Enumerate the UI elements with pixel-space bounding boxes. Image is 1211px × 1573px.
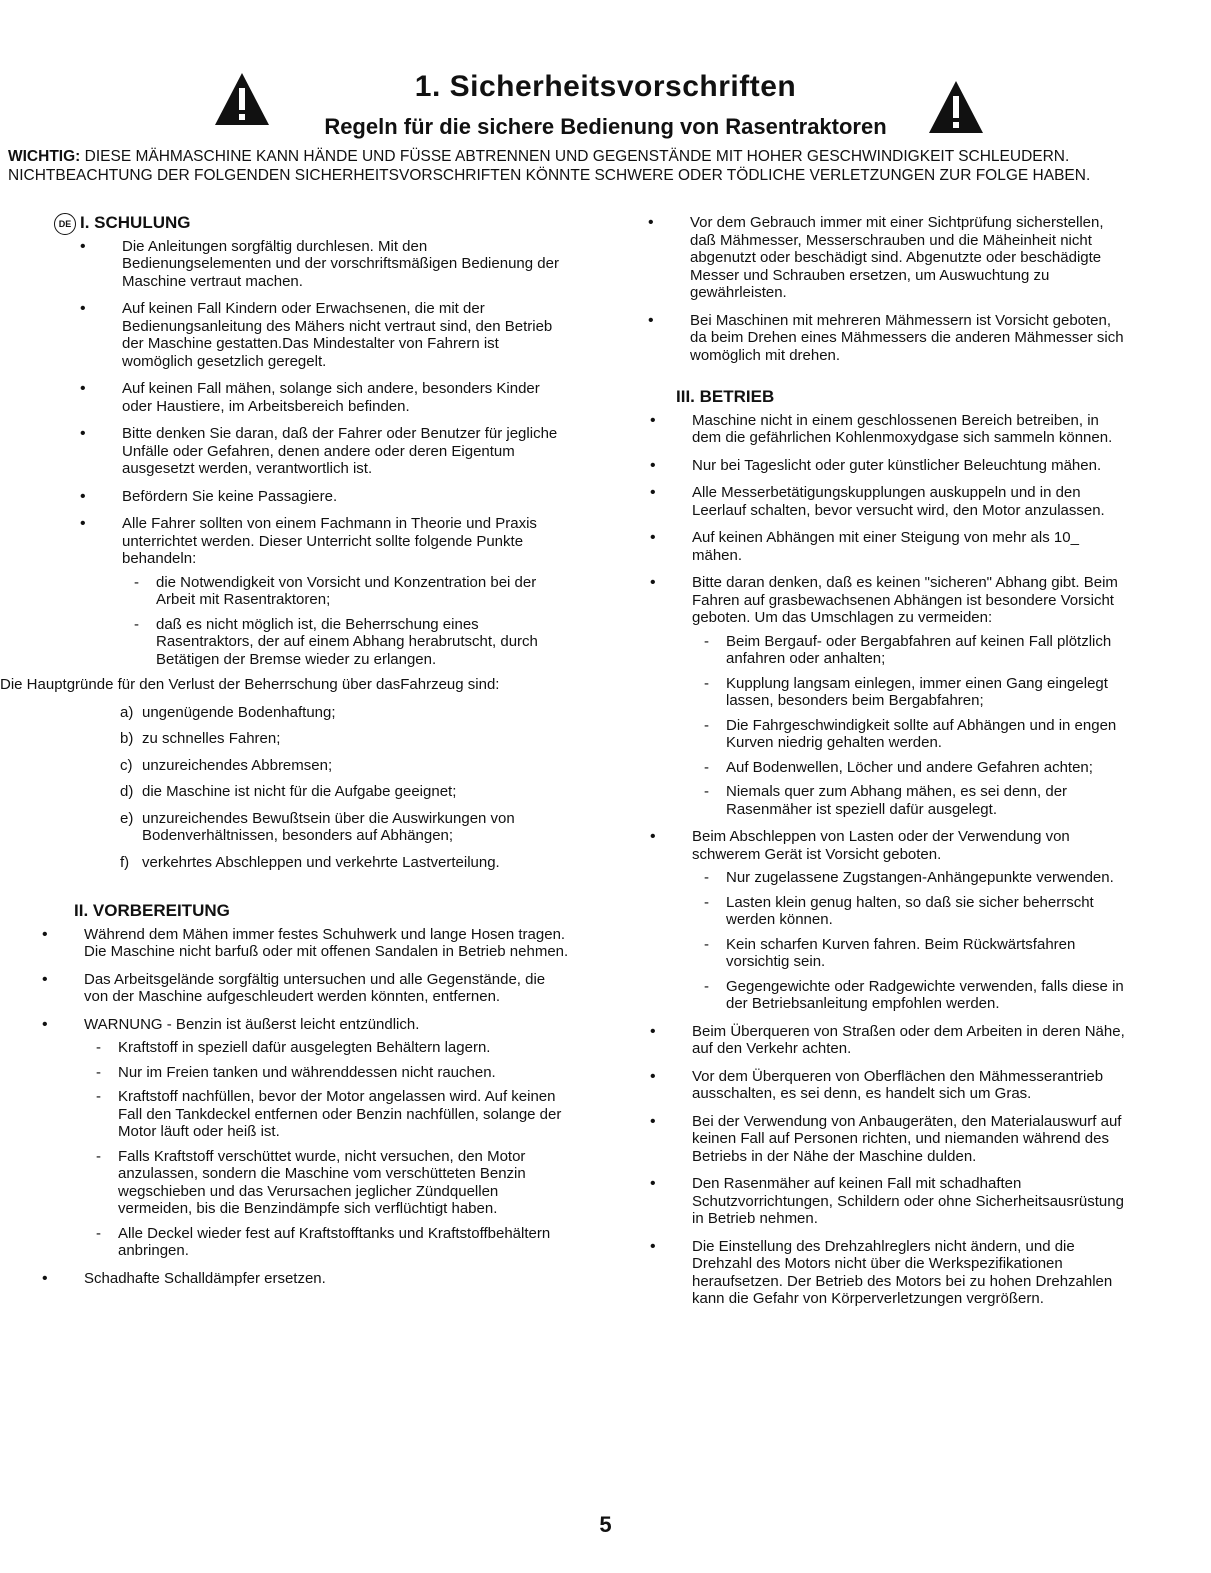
list-item: • Beim Abschleppen von Lasten oder der Verwendung von schwerem Gerät ist Vorsicht geboten. - Nur zugelassene Zugstangen-Anhängepunkte verwenden. - Lasten klein genug halten, so daß sie sicher beherrscht werden können. - Kein scharfen Kurven fahren. Beim Rückwärtsfahren vorsichtig sein. - Gegengewichte oder Radgewichte verwenden, falls diese in der Betriebsanleitung empfohlen werden. <box>650 828 1125 1013</box>
inspection-list <box>648 214 1125 364</box>
sub-list-item: - Gegengewichte oder Radgewichte verwenden, falls diese in der Betriebsanleitung empfohlen werden. <box>692 978 1125 1013</box>
reasons-list <box>120 704 570 872</box>
sub-list-item: - Nur im Freien tanken und währenddessen nicht rauchen. <box>84 1064 570 1082</box>
section-heading-betrieb: III. BETRIEB <box>676 387 775 406</box>
sub-list-item: - Die Fahrgeschwindigkeit sollte auf Abhängen und in engen Kurven niedrig gehalten werden. <box>692 717 1125 752</box>
tow-sublist <box>692 869 1125 1013</box>
sub-list-item: - Falls Kraftstoff verschüttet wurde, nicht versuchen, den Motor anzulassen, sondern die Maschine vom verschütteten Benzin wegschieben und das Verursachen jeglicher Zündquellen vermeiden, bis die Benzindämpfe sich verflüchtigt haben. <box>84 1148 570 1218</box>
list-item: • Befördern Sie keine Passagiere. <box>80 488 570 506</box>
list-item: • Alle Messerbetätigungskupplungen auskuppeln und in den Leerlauf schalten, bevor versucht wird, den Motor anzulassen. <box>650 484 1125 519</box>
sub-list-item: - Kupplung langsam einlegen, immer einen Gang eingelegt lassen, besonders beim Bergabfahren; <box>692 675 1125 710</box>
list-item: • Alle Fahrer sollten von einem Fachmann in Theorie und Praxis unterrichtet werden. Dieser Unterricht sollte folgende Punkte behandeln: - die Notwendigkeit von Vorsicht und Konzentration bei der Arbeit mit Rasentraktoren; - daß es nicht möglich ist, die Beherrschung eines Rasentraktors, der auf einem Abhang herabrutscht, durch Betätigen der Bremse wieder zu erlangen. <box>80 515 570 668</box>
list-item: • Das Arbeitsgelände sorgfältig untersuchen und alle Gegenstände, die von der Maschine aufgeschleudert werden könnten, entfernen. <box>42 971 570 1006</box>
vorbereitung-sublist <box>84 1039 570 1260</box>
list-item: • Schadhafte Schalldämpfer ersetzen. <box>42 1270 570 1288</box>
important-label: WICHTIG: <box>8 148 81 165</box>
important-warning <box>8 147 1198 185</box>
vorbereitung-list <box>42 926 570 1288</box>
page-number: 5 <box>599 1512 612 1537</box>
schulung-list <box>80 238 570 669</box>
sub-list-item: - Kraftstoff in speziell dafür ausgelegten Behältern lagern. <box>84 1039 570 1057</box>
list-item: • Die Einstellung des Drehzahlreglers nicht ändern, und die Drehzahl des Motors nicht über die Werkspezifikationen heraufsetzen. Der Betrieb des Motors bei zu hohen Drehzahlen kann die Gefahr von Körperverletzungen vergrößern. <box>650 1238 1125 1308</box>
list-item: • Beim Überqueren von Straßen oder dem Arbeiten in deren Nähe, auf den Verkehr achten. <box>650 1023 1125 1058</box>
sub-list-item: - Niemals quer zum Abhang mähen, es sei denn, der Rasenmäher ist speziell dafür ausgelegt. <box>692 783 1125 818</box>
schulung-sublist <box>122 574 570 669</box>
reason-item: b) zu schnelles Fahren; <box>120 730 281 747</box>
sub-list-item: - Beim Bergauf- oder Bergabfahren auf keinen Fall plötzlich anfahren oder anhalten; <box>692 633 1125 668</box>
reason-item: d) die Maschine ist nicht für die Aufgabe geeignet; <box>120 783 457 800</box>
list-item: • Auf keinen Abhängen mit einer Steigung von mehr als 10_ mähen. <box>650 529 1125 564</box>
sub-list-item: - Kraftstoff nachfüllen, bevor der Motor angelassen wird. Auf keinen Fall den Tankdeckel entfernen oder Benzin nachfüllen, solange der Motor läuft oder heiß ist. <box>84 1088 570 1141</box>
list-item: • Vor dem Gebrauch immer mit einer Sichtprüfung sicherstellen, daß Mähmesser, Messerschrauben und die Mäheinheit nicht abgenutzt oder beschädigt sind. Abgenutzte oder beschädigte Messer und Schrauben ersetzen, um Auswuchtung zu gewährleisten. <box>648 214 1125 302</box>
list-item: • WARNUNG - Benzin ist äußerst leicht entzündlich. - Kraftstoff in speziell dafür ausgelegten Behältern lagern. - Nur im Freien tanken und währenddessen nicht rauchen. - Kraftstoff nachfüllen, bevor der Motor angelassen wird. Auf keinen Fall den Tankdeckel entfernen oder Benzin nachfüllen, solange der Motor läuft oder heiß ist. - Falls Kraftstoff verschüttet wurde, nicht versuchen, den Motor anzulassen, sondern die Maschine vom verschütteten Benzin wegschieben und das Verursachen jeglicher Zündquellen vermeiden, bis die Benzindämpfe sich verflüchtigt haben. - Alle Deckel wieder fest auf Kraftstofftanks und Kraftstoffbehältern anbringen. <box>42 1016 570 1260</box>
paragraph: Die Hauptgründe für den Verlust der Beherrschung über dasFahrzeug sind: <box>0 676 500 693</box>
sub-list-item: - Lasten klein genug halten, so daß sie sicher beherrscht werden können. <box>692 894 1125 929</box>
list-item: • Bei Maschinen mit mehreren Mähmessern ist Vorsicht geboten, da beim Drehen eines Mähmessers die anderen Mähmesser sich womöglich mit drehen. <box>648 312 1125 365</box>
sub-list-item: - Nur zugelassene Zugstangen-Anhängepunkte verwenden. <box>692 869 1125 887</box>
list-item: • Die Anleitungen sorgfältig durchlesen. Mit den Bedienungselementen und der vorschriftsmäßigen Bedienung der Maschine vertraut machen. <box>80 238 570 291</box>
reason-item: a) ungenügende Bodenhaftung; <box>120 703 336 721</box>
list-item: • Maschine nicht in einem geschlossenen Bereich betreiben, in dem die gefährlichen Kohlenmoxydgase sich sammeln können. <box>650 412 1125 447</box>
reason-item: e) unzureichendes Bewußtsein über die Auswirkungen von Bodenverhältnissen, besonders auf Abhängen; <box>120 809 515 844</box>
list-item: • Auf keinen Fall mähen, solange sich andere, besonders Kinder oder Haustiere, im Arbeitsbereich befinden. <box>80 380 570 415</box>
list-item: • Auf keinen Fall Kindern oder Erwachsenen, die mit der Bedienungsanleitung des Mähers nicht vertraut sind, den Betrieb der Maschine gestatten.Das Mindestalter von Fahrern ist womöglich gesetzlich geregelt. <box>80 300 570 370</box>
sub-list-item: - Auf Bodenwellen, Löcher und andere Gefahren achten; <box>692 759 1125 777</box>
section-heading-schulung: DE I. SCHULUNG <box>80 214 570 232</box>
page-subtitle: Regeln für die sichere Bedienung von Rasentraktoren <box>324 114 887 139</box>
section-heading-vorbereitung: II. VORBEREITUNG <box>74 901 230 920</box>
important-text: DIESE MÄHMASCHINE KANN HÄNDE UND FÜSSE ABTRENNEN UND GEGENSTÄNDE MIT HOHER GESCHWINDIGKEIT SCHLEUDERN. NICHTBEACHTUNG DER FOLGENDEN SICHERHEITSVORSCHRIFTEN KÖNNTE SCHWERE ODER TÖDLICHE VERLETZUNGEN ZUR FOLGE HABEN. <box>8 148 1091 184</box>
reason-item: c) unzureichendes Abbremsen; <box>120 756 333 774</box>
list-item: • Bei der Verwendung von Anbaugeräten, den Materialauswurf auf keinen Fall auf Personen richten, und niemanden während des Betriebs in der Nähe der Maschine dulden. <box>650 1113 1125 1166</box>
list-item: • Bitte daran denken, daß es keinen "sicheren" Abhang gibt. Beim Fahren auf grasbewachsenen Abhängen ist besondere Vorsicht geboten. Um das Umschlagen zu vermeiden: - Beim Bergauf- oder Bergabfahren auf keinen Fall plötzlich anfahren oder anhalten; - Kupplung langsam einlegen, immer einen Gang eingelegt lassen, besonders beim Bergabfahren; - Die Fahrgeschwindigkeit sollte auf Abhängen und in engen Kurven niedrig gehalten werden. - Auf Bodenwellen, Löcher und andere Gefahren achten; - Niemals quer zum Abhang mähen, es sei denn, der Rasenmäher ist speziell dafür ausgelegt. <box>650 574 1125 818</box>
list-item: • Vor dem Überqueren von Oberflächen den Mähmesserantrieb ausschalten, es sei denn, es handelt sich um Gras. <box>650 1068 1125 1103</box>
right-column <box>650 214 1125 1318</box>
sub-list-item: - Kein scharfen Kurven fahren. Beim Rückwärtsfahren vorsichtig sein. <box>692 936 1125 971</box>
reason-item: f) verkehrtes Abschleppen und verkehrte Lastverteilung. <box>120 853 500 871</box>
list-item: • Den Rasenmäher auf keinen Fall mit schadhaften Schutzvorrichtungen, Schildern oder ohne Sicherheitsausrüstung in Betrieb nehmen. <box>650 1175 1125 1228</box>
list-item: • Nur bei Tageslicht oder guter künstlicher Beleuchtung mähen. <box>650 457 1125 475</box>
list-item: • Während dem Mähen immer festes Schuhwerk und lange Hosen tragen. Die Maschine nicht barfuß oder mit offenen Sandalen in Betrieb nehmen. <box>42 926 570 961</box>
sub-list-item: - die Notwendigkeit von Vorsicht und Konzentration bei der Arbeit mit Rasentraktoren; <box>122 574 570 609</box>
slope-sublist <box>692 633 1125 819</box>
sub-list-item: - daß es nicht möglich ist, die Beherrschung eines Rasentraktors, der auf einem Abhang herabrutscht, durch Betätigen der Bremse wieder zu erlangen. <box>122 616 570 669</box>
language-badge: DE <box>54 213 76 235</box>
sub-list-item: - Alle Deckel wieder fest auf Kraftstofftanks und Kraftstoffbehältern anbringen. <box>84 1225 570 1260</box>
left-column <box>0 213 570 1297</box>
page-title: 1. Sicherheitsvorschriften <box>414 70 797 103</box>
betrieb-list <box>650 412 1125 1308</box>
list-item: • Bitte denken Sie daran, daß der Fahrer oder Benutzer für jegliche Unfälle oder Gefahren, denen andere oder deren Eigentum ausgesetzt werden, verantwortlich ist. <box>80 425 570 478</box>
